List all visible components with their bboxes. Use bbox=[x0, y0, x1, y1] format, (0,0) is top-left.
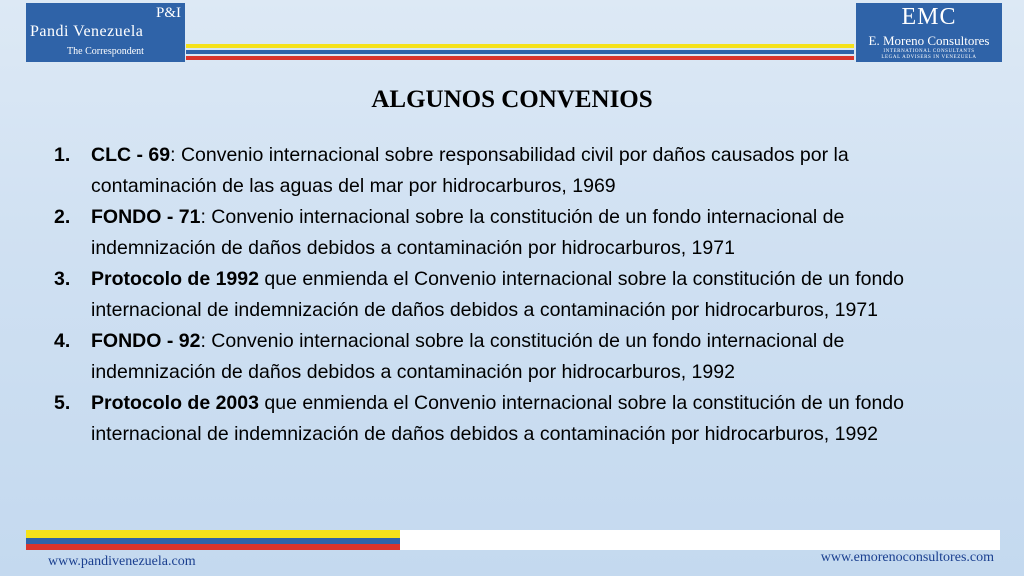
logo-left-tagline: The Correspondent bbox=[67, 46, 144, 57]
logo-left-name: Pandi Venezuela bbox=[30, 23, 144, 40]
pi-badge: P&I bbox=[155, 5, 181, 21]
item-number: 5. bbox=[54, 392, 71, 414]
item-term: FONDO - 92 bbox=[91, 330, 201, 352]
list-item bbox=[50, 264, 972, 326]
list-item bbox=[50, 326, 972, 388]
item-term: FONDO - 71 bbox=[91, 206, 201, 228]
emc-initials: EMC bbox=[901, 4, 957, 30]
list-item bbox=[50, 202, 972, 264]
footer-link-emc[interactable]: www.emorenoconsultores.com bbox=[820, 550, 994, 565]
pandi-venezuela-logo bbox=[26, 3, 185, 62]
list-item bbox=[50, 388, 972, 450]
item-text: : Convenio internacional sobre la constitución de un fondo internacional de indemnización de daños debidos a contaminación por hidrocarburos, 1992 bbox=[91, 330, 845, 383]
item-text: : Convenio internacional sobre la constitución de un fondo internacional de indemnización de daños debidos a contaminación por hidrocarburos, 1971 bbox=[91, 206, 845, 259]
top-stripe-red bbox=[186, 56, 854, 60]
top-stripe-blue bbox=[186, 50, 854, 54]
top-stripe-yellow bbox=[186, 44, 854, 48]
logo-right-tagline-1: INTERNATIONAL CONSULTANTS bbox=[883, 49, 975, 54]
item-term: Protocolo de 2003 bbox=[91, 392, 259, 414]
item-number: 2. bbox=[54, 206, 71, 228]
emc-logo bbox=[856, 3, 1002, 62]
bottom-band-white bbox=[400, 530, 1000, 550]
item-number: 3. bbox=[54, 268, 71, 290]
footer-link-pandi[interactable]: www.pandivenezuela.com bbox=[48, 554, 196, 569]
logo-right-tagline-2: LEGAL ADVISERS IN VENEZUELA bbox=[881, 55, 977, 60]
item-number: 1. bbox=[54, 144, 71, 166]
item-text: que enmienda el Convenio internacional sobre la constitución de un fondo internacional de indemnización de daños debidos a contaminación por hidrocarburos, 1992 bbox=[91, 392, 904, 445]
conventions-list bbox=[50, 140, 972, 450]
logo-right-name: E. Moreno Consultores bbox=[868, 33, 990, 48]
item-text: que enmienda el Convenio internacional sobre la constitución de un fondo internacional de indemnización de daños debidos a contaminación por hidrocarburos, 1971 bbox=[91, 268, 904, 321]
slide-title: ALGUNOS CONVENIOS bbox=[371, 86, 653, 113]
item-term: Protocolo de 1992 bbox=[91, 268, 259, 290]
list-item bbox=[50, 140, 972, 202]
item-text: : Convenio internacional sobre responsabilidad civil por daños causados por la contaminación de las aguas del mar por hidrocarburos, 1969 bbox=[91, 144, 849, 197]
item-number: 4. bbox=[54, 330, 71, 352]
item-term: CLC - 69 bbox=[91, 144, 171, 166]
